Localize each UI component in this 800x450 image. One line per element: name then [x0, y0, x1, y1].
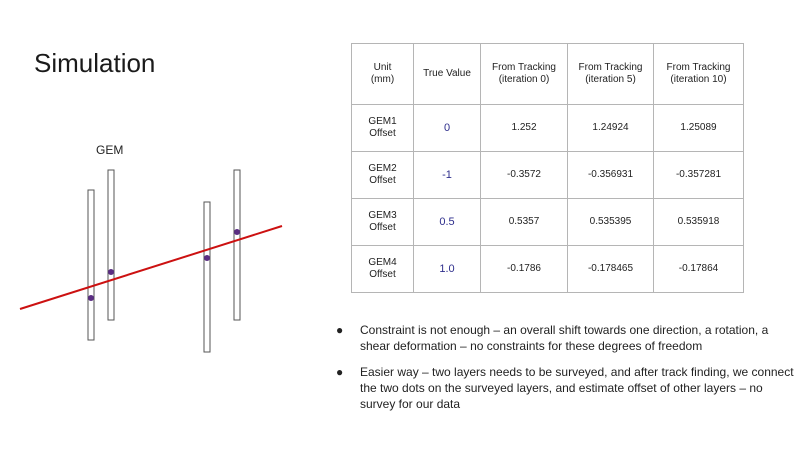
- iter10-cell: -0.17864: [654, 246, 744, 293]
- diagram-label: GEM: [96, 143, 124, 157]
- table-row: [352, 152, 744, 199]
- row-label: GEM3 Offset: [352, 199, 414, 246]
- hit-dot-gem1: [88, 295, 94, 301]
- hit-dot-gem2: [108, 269, 114, 275]
- bullet-text: Constraint is not enough – an overall shift towards one direction, a rotation, a shear deformation – no constraints for these degrees of freedom: [360, 323, 769, 353]
- row-label: GEM2 Offset: [352, 152, 414, 199]
- iter5-cell: 1.24924: [568, 105, 654, 152]
- bullet-marker: ●: [336, 323, 344, 337]
- track-line: [20, 226, 282, 309]
- slide-title: Simulation: [34, 48, 156, 78]
- iter10-cell: 0.535918: [654, 199, 744, 246]
- row-label: GEM1 Offset: [352, 105, 414, 152]
- iter5-cell: -0.356931: [568, 152, 654, 199]
- true-value-cell: -1: [414, 152, 481, 199]
- table-row: [352, 199, 744, 246]
- bullet-list: [336, 322, 796, 422]
- header-true-value: True Value: [414, 44, 481, 105]
- hit-dot-gem3: [204, 255, 210, 261]
- true-value-cell: 0.5: [414, 199, 481, 246]
- iter0-cell: 0.5357: [481, 199, 568, 246]
- iter10-cell: -0.357281: [654, 152, 744, 199]
- bullet-marker: ●: [336, 365, 344, 379]
- table-row: [352, 105, 744, 152]
- true-value-cell: 1.0: [414, 246, 481, 293]
- table-header-row: [352, 44, 744, 105]
- row-label: GEM4 Offset: [352, 246, 414, 293]
- list-item: [336, 364, 796, 412]
- hit-dot-gem4: [234, 229, 240, 235]
- bullet-text: Easier way – two layers needs to be surveyed, and after track finding, we connect the two dots on the surveyed layers, and estimate offset of other layers – no survey for our data: [360, 365, 794, 411]
- header-unit: Unit (mm): [352, 44, 414, 105]
- iter0-cell: -0.1786: [481, 246, 568, 293]
- gem-layer-1: [88, 190, 94, 340]
- true-value-cell: 0: [414, 105, 481, 152]
- header-iteration-5: From Tracking (iteration 5): [568, 44, 654, 105]
- gem-layer-3: [204, 202, 210, 352]
- list-item: [336, 322, 796, 354]
- table-row: [352, 246, 744, 293]
- gem-layer-4: [234, 170, 240, 320]
- iter0-cell: -0.3572: [481, 152, 568, 199]
- iter0-cell: 1.252: [481, 105, 568, 152]
- gem-layer-2: [108, 170, 114, 320]
- offset-table: [351, 43, 744, 293]
- header-iteration-10: From Tracking (iteration 10): [654, 44, 744, 105]
- iter10-cell: 1.25089: [654, 105, 744, 152]
- iter5-cell: 0.535395: [568, 199, 654, 246]
- header-iteration-0: From Tracking (iteration 0): [481, 44, 568, 105]
- iter5-cell: -0.178465: [568, 246, 654, 293]
